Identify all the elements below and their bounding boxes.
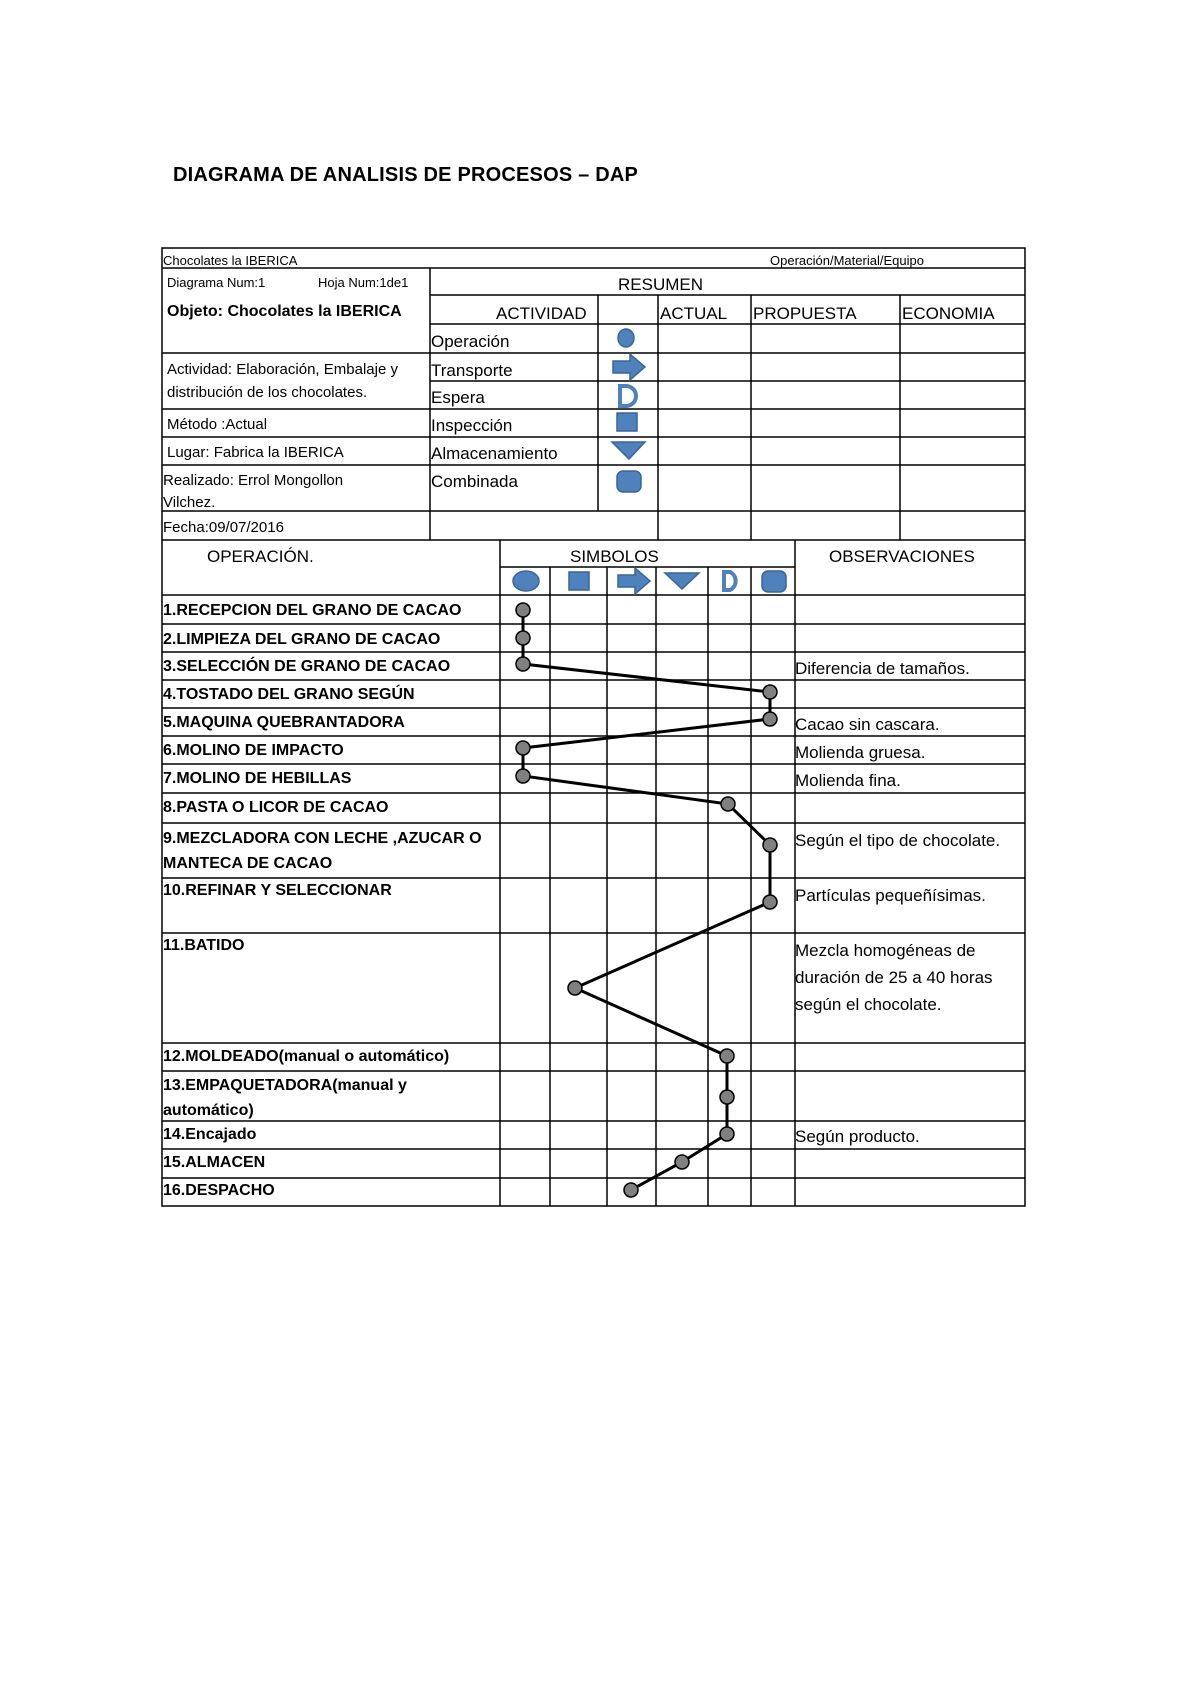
observation: Molienda gruesa. (795, 743, 926, 762)
col-symbols: SIMBOLOS (570, 547, 659, 566)
flow-point-step-13 (720, 1090, 734, 1104)
flow-point-step-1 (516, 603, 530, 617)
flow-point-step-10 (763, 895, 777, 909)
flow-point-step-4 (763, 685, 777, 699)
step-label: 8.PASTA O LICOR DE CACAO (163, 799, 389, 816)
col-economia: ECONOMIA (902, 304, 995, 323)
author-label: Realizado: Errol Mongollon Vilchez. (163, 472, 344, 511)
method-label: Método :Actual (167, 416, 268, 433)
flow-point-step-9 (763, 838, 777, 852)
flow-points (516, 603, 777, 1197)
activity-transporte: Transporte (431, 361, 513, 380)
activity-almacenamiento: Almacenamiento (431, 444, 558, 463)
diagram-number: Diagrama Num:1 (167, 275, 266, 290)
triangle-down-icon (665, 573, 699, 589)
step-label: 12.MOLDEADO(manual o automático) (163, 1048, 450, 1065)
flow-point-step-2 (516, 631, 530, 645)
step-label: 7.MOLINO DE HEBILLAS (163, 770, 352, 787)
flow-point-step-14 (720, 1127, 734, 1141)
arrow-right-icon (613, 354, 645, 380)
flow-point-step-6 (516, 741, 530, 755)
ellipse-icon (513, 571, 539, 591)
step-label: 16.DESPACHO (163, 1182, 275, 1199)
object-label: Objeto: Chocolates la IBERICA (167, 303, 402, 320)
activity-description: Actividad: Elaboración, Embalaje y distribución de los chocolates. (167, 361, 398, 401)
flow-point-step-3 (516, 657, 530, 671)
step-label: 13.EMPAQUETADORA(manual y automático) (163, 1077, 407, 1119)
delay-d-icon (724, 572, 736, 590)
col-observations: OBSERVACIONES (829, 547, 975, 566)
col-actividad: ACTIVIDAD (496, 304, 587, 323)
flow-point-step-8 (721, 797, 735, 811)
combined-icon (617, 471, 641, 492)
page-title: DIAGRAMA DE ANALISIS DE PROCESOS – DAP (173, 164, 639, 186)
observation: Diferencia de tamaños. (795, 659, 970, 678)
observation: Partículas pequeñísimas. (795, 886, 986, 905)
square-icon (569, 572, 589, 590)
flow-point-step-11 (568, 981, 582, 995)
step-label: 6.MOLINO DE IMPACTO (163, 742, 344, 759)
col-operation: OPERACIÓN. (207, 547, 314, 566)
col-propuesta: PROPUESTA (753, 304, 857, 323)
flow-line (523, 610, 770, 1190)
chart-type: Operación/Material/Equipo (770, 253, 924, 268)
observation: Según producto. (795, 1127, 920, 1146)
step-label: 3.SELECCIÓN DE GRANO DE CACAO (163, 658, 451, 675)
step-label: 5.MAQUINA QUEBRANTADORA (163, 714, 405, 731)
flow-point-step-12 (720, 1049, 734, 1063)
observation: Cacao sin cascara. (795, 715, 940, 734)
date-label: Fecha:09/07/2016 (163, 519, 284, 536)
flow-point-step-15 (675, 1155, 689, 1169)
step-label: 15.ALMACEN (163, 1154, 266, 1171)
sheet-number: Hoja Num:1de1 (318, 275, 409, 290)
step-label: 4.TOSTADO DEL GRANO SEGÚN (163, 686, 415, 703)
observation: Molienda fina. (795, 771, 901, 790)
observation: Mezcla homogéneas de duración de 25 a 40 horas según el chocolate. (795, 941, 993, 1014)
activity-operacion: Operación (431, 332, 510, 351)
company-name: Chocolates la IBERICA (163, 253, 298, 268)
delay-d-icon (620, 386, 636, 406)
activity-combinada: Combinada (431, 472, 518, 491)
place-label: Lugar: Fabrica la IBERICA (167, 444, 344, 461)
circle-icon (618, 329, 634, 347)
step-label: 14.Encajado (163, 1126, 257, 1143)
flow-point-step-7 (516, 769, 530, 783)
step-label: 9.MEZCLADORA CON LECHE ,AZUCAR O MANTECA DE CACAO (163, 830, 482, 872)
summary-title: RESUMEN (618, 275, 704, 294)
flow-point-step-16 (624, 1183, 638, 1197)
combined-icon (762, 571, 786, 592)
step-label: 1.RECEPCION DEL GRANO DE CACAO (163, 602, 462, 619)
step-label: 2.LIMPIEZA DEL GRANO DE CACAO (163, 631, 441, 648)
observation: Según el tipo de chocolate. (795, 831, 1001, 850)
arrow-right-icon (618, 568, 650, 594)
activity-espera: Espera (431, 388, 485, 407)
flow-path (523, 610, 770, 1190)
square-icon (617, 413, 637, 431)
activity-inspeccion: Inspección (431, 416, 513, 435)
step-label: 11.BATIDO (163, 937, 245, 954)
step-label: 10.REFINAR Y SELECCIONAR (163, 882, 392, 899)
col-actual: ACTUAL (660, 304, 728, 323)
triangle-down-icon (612, 442, 645, 459)
flow-point-step-5 (763, 712, 777, 726)
